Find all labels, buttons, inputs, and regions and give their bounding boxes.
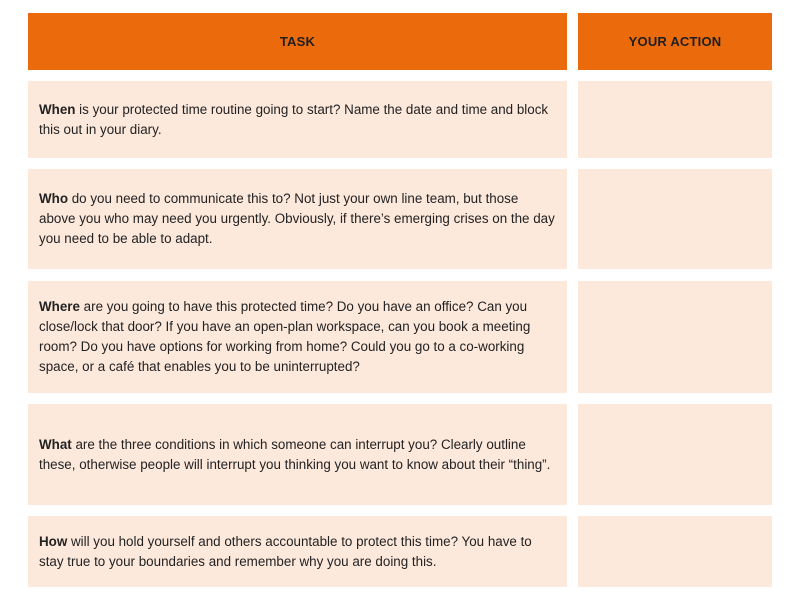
action-cell-what[interactable] xyxy=(578,404,772,505)
task-text xyxy=(39,100,557,140)
action-cell-where[interactable] xyxy=(578,281,772,393)
task-keyword: Who xyxy=(39,191,68,206)
action-column-header xyxy=(578,13,772,70)
task-keyword: Where xyxy=(39,299,80,314)
task-keyword: What xyxy=(39,436,72,452)
task-text xyxy=(39,189,557,249)
task-cell-who xyxy=(28,169,567,269)
action-header-label: YOUR ACTION xyxy=(628,34,722,49)
task-description: is your protected time routine going to start? Name the date and time and block this out in your diary. xyxy=(39,101,549,137)
task-keyword: When xyxy=(39,101,76,117)
action-cell-how[interactable] xyxy=(578,516,772,587)
task-cell-what xyxy=(28,404,567,505)
task-cell-how xyxy=(28,516,567,587)
task-cell-where xyxy=(28,281,567,393)
action-cell-who[interactable] xyxy=(578,169,772,269)
task-description: are you going to have this protected time? Do you have an office? Can you close/lock that door? If you have an open-plan workspace, can you book a meeting room? Do you have options for working from home? Could you go to a co-working space, or a café that enables you to be uninterrupted? xyxy=(39,299,531,374)
task-text xyxy=(39,297,557,377)
task-text xyxy=(39,532,557,572)
task-header-label: TASK xyxy=(279,34,316,49)
task-keyword: How xyxy=(39,533,68,549)
action-cell-when[interactable] xyxy=(578,81,772,158)
task-cell-when xyxy=(28,81,567,158)
task-description: do you need to communicate this to? Not just your own line team, but those above you who may need you urgently. Obviously, if there’s emerging crises on the day you need to be able to adapt. xyxy=(39,191,555,246)
task-text xyxy=(39,435,557,475)
task-description: are the three conditions in which someone can interrupt you? Clearly outline these, otherwise people will interrupt you thinking you want to know about their “thing”. xyxy=(39,436,551,472)
task-description: will you hold yourself and others accountable to protect this time? You have to stay true to your boundaries and remember why you are doing this. xyxy=(39,533,532,569)
task-column-header xyxy=(28,13,567,70)
